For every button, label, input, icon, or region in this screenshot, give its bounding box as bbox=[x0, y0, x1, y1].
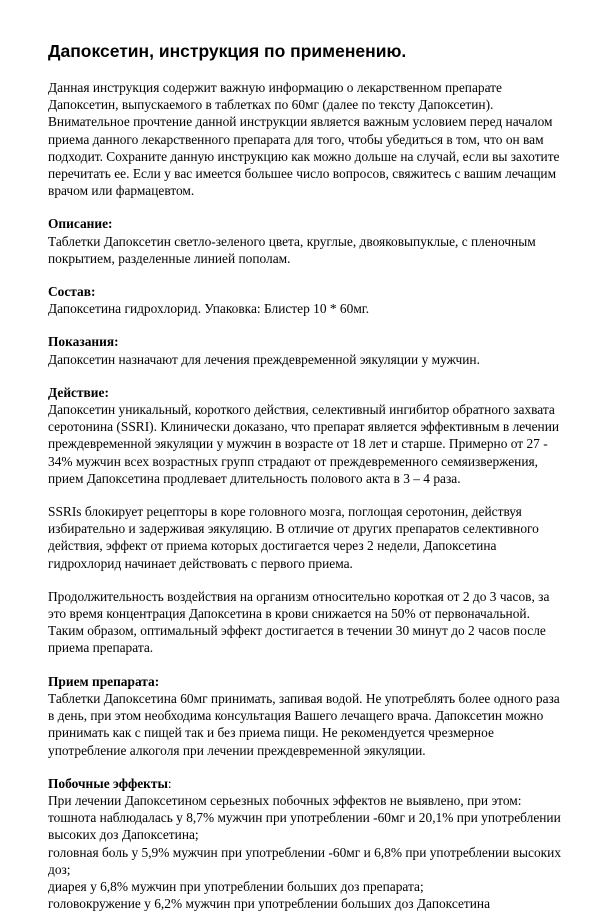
section-heading bbox=[48, 775, 563, 792]
text-line: доз; bbox=[48, 861, 71, 877]
section-heading: Состав: bbox=[48, 284, 96, 300]
text-line: 34% мужчин всех возрастных групп страдают от преждевременного семяизвержения, bbox=[48, 453, 539, 469]
text-line: головокружение у 6,2% мужчин при употреблении больших доз Дапоксетина bbox=[48, 896, 491, 912]
text-line: принимать как с пищей так и без приема пищи. Не рекомендуется чрезмерное bbox=[48, 725, 494, 741]
section-heading-text: Побочные эффекты bbox=[48, 775, 168, 791]
description-section bbox=[48, 215, 563, 267]
section-heading: Действие: bbox=[48, 384, 109, 400]
text-line: врачом или фармацевтом. bbox=[48, 183, 195, 199]
text-line: приема данного лекарственного препарата для того, чтобы убедиться в том, что он вам bbox=[48, 131, 544, 147]
text-line: преждевременной эякуляции у мужчин в возрасте от 18 лет и старше. Примерно от 27 - bbox=[48, 436, 548, 452]
text-line: Таким образом, оптимальный эффект достигается в течении 30 минут до 2 часов после bbox=[48, 623, 546, 639]
text-line: Дапоксетин назначают для лечения преждевременной эякуляции у мужчин. bbox=[48, 351, 480, 367]
document-page bbox=[48, 40, 563, 912]
action-section bbox=[48, 384, 563, 657]
text-line: Дапоксетин, выпускаемого в таблетках по 60мг (далее по тексту Дапоксетин). bbox=[48, 97, 494, 113]
text-line: приема препарата. bbox=[48, 640, 154, 656]
text-line: Данная инструкция содержит важную информацию о лекарственном препарате bbox=[48, 80, 502, 95]
text-line: головная боль у 5,9% мужчин при употреблении -60мг и 6,8% при употреблении высоких bbox=[48, 844, 562, 860]
side-effects-section bbox=[48, 775, 563, 912]
text-line: это время концентрация Дапоксетина в крови снижается на 50% от первоначальной. bbox=[48, 606, 530, 622]
text-line: покрытием, разделенные линией пополам. bbox=[48, 250, 291, 266]
text-line: в день, при этом необходима консультация Вашего лечащего врача. Дапоксетин можно bbox=[48, 708, 544, 724]
text-line: подходит. Сохраните данную инструкцию как можно дольше на случай, если вы захотите bbox=[48, 148, 560, 164]
section-heading: Прием препарата: bbox=[48, 673, 160, 689]
text-line: гидрохлорид начинает действовать с первого приема. bbox=[48, 555, 353, 571]
text-line: действия, эффект от приема которых достигается через 2 недели, Дапоксетина bbox=[48, 538, 497, 554]
text-line: Таблетки Дапоксетин светло-зеленого цвета, круглые, двояковыпуклые, с пленочным bbox=[48, 233, 536, 249]
document-title: Дапоксетин, инструкция по применению. bbox=[48, 41, 407, 61]
text-line: серотонина (SSRI). Клинически доказано, что препарат является эффективным в лечении bbox=[48, 419, 560, 435]
text-line: Дапоксетина гидрохлорид. Упаковка: Блистер 10 * 60мг. bbox=[48, 301, 370, 317]
indications-section bbox=[48, 333, 563, 367]
dosage-section bbox=[48, 673, 563, 759]
section-heading: Показания: bbox=[48, 334, 119, 350]
text-line: Внимательное прочтение данной инструкции является важным условием перед началом bbox=[48, 114, 553, 130]
text-line: Продолжительность воздействия на организм относительно короткая от 2 до 3 часов, за bbox=[48, 588, 550, 604]
text-line: SSRIs блокирует рецепторы в коре головного мозга, поглощая серотонин, действуя bbox=[48, 504, 522, 520]
text-line: При лечении Дапоксетином серьезных побочных эффектов не выявлено, при этом: bbox=[48, 792, 522, 808]
heading-colon: : bbox=[167, 775, 172, 791]
composition-section bbox=[48, 283, 563, 317]
text-line: диарея у 6,8% мужчин при употреблении больших доз препарата; bbox=[48, 878, 424, 894]
text-line: Дапоксетин уникальный, короткого действия, селективный ингибитор обратного захвата bbox=[48, 402, 555, 418]
intro-section bbox=[48, 79, 563, 199]
text-line: прием Дапоксетина продлевает длительность полового акта в 3 – 4 раза. bbox=[48, 470, 461, 486]
text-line: избирательно и задерживая эякуляцию. В отличие от других препаратов селективного bbox=[48, 521, 539, 537]
text-line: высоких доз Дапоксетина; bbox=[48, 827, 199, 843]
text-line: употребление алкоголя при лечении преждевременной эякуляции. bbox=[48, 742, 426, 758]
text-line: Таблетки Дапоксетина 60мг принимать, запивая водой. Не употреблять более одного раза bbox=[48, 690, 560, 706]
text-line: тошнота наблюдалась у 8,7% мужчин при употреблении -60мг и 20,1% при употреблении bbox=[48, 810, 561, 826]
section-heading: Описание: bbox=[48, 216, 113, 232]
text-line: перечитать ее. Если у вас имеется большее число вопросов, свяжитесь с вашим лечащим bbox=[48, 166, 557, 182]
